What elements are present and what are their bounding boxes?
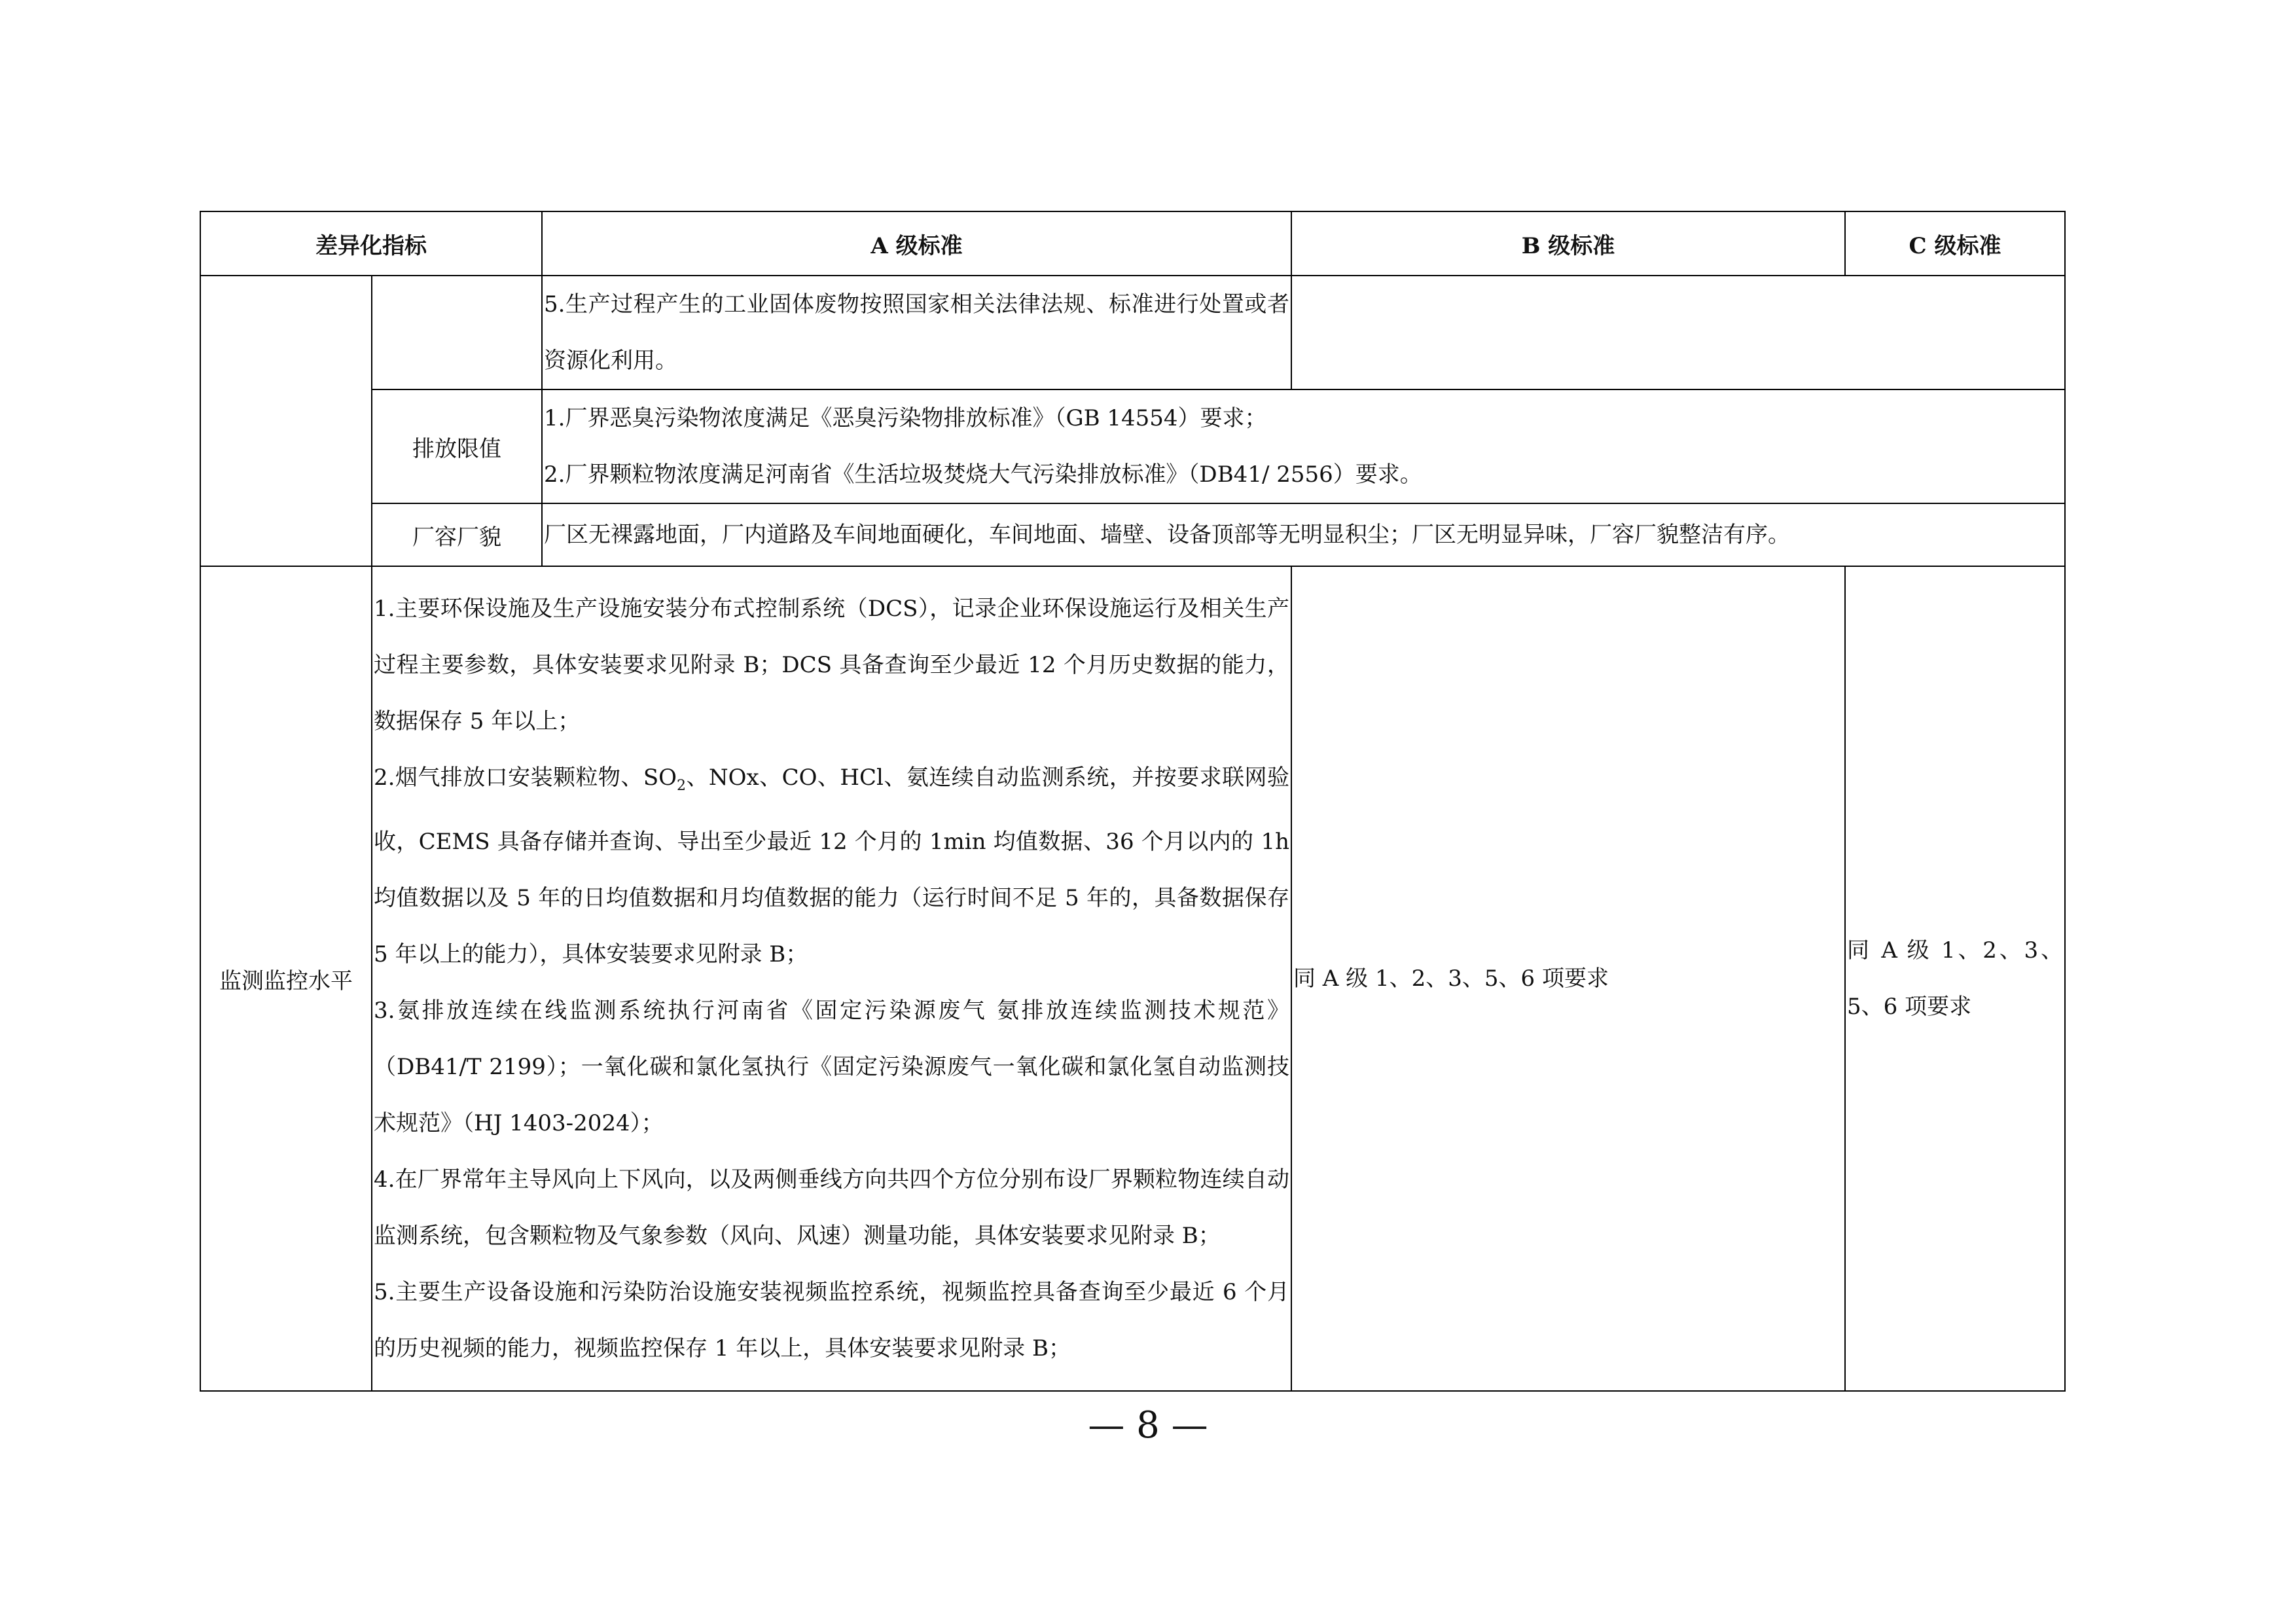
monitoring-item-1: 1.主要环保设施及生产设施安装分布式控制系统（DCS），记录企业环保设施运行及相关生产过程主要参数，具体安装要求见附录 B；DCS 具备查询至少最近 12 个月历史数据的能力，数据保存 5 年以上；: [374, 595, 1289, 734]
table-row-solid-waste: [200, 276, 2065, 389]
monitoring-c-text: 同 A 级 1、2、3、5、6 项要求: [1845, 566, 2065, 1391]
monitoring-item-3: 3.氨排放连续在线监测系统执行河南省《固定污染源废气 氨排放连续监测技术规范》（DB41/T 2199）；一氧化碳和氯化氢执行《固定污染源废气一氧化碳和氯化氢自动监测技术规范》（HJ 1403-2024）；: [374, 998, 1289, 1137]
table-header-row: [200, 211, 2065, 276]
monitoring-item-2-sub: 2: [677, 777, 686, 794]
plant-appearance-a-text: 厂区无裸露地面，厂内道路及车间地面硬化，车间地面、墙壁、设备顶部等无明显积尘；厂区无明显异味，厂容厂貌整洁有序。: [542, 503, 2065, 566]
emission-limit-a-text: [542, 389, 2065, 503]
standards-table: [200, 211, 2066, 1392]
monitoring-item-2-pre: 2.烟气排放口安装颗粒物、SO: [374, 764, 677, 791]
page-number: — 8 —: [1088, 1404, 1208, 1447]
plant-appearance-label: 厂容厂貌: [372, 503, 542, 566]
header-c-standard: C 级标准: [1845, 211, 2065, 276]
monitoring-label: 监测监控水平: [200, 566, 372, 1391]
header-a-standard: A 级标准: [542, 211, 1291, 276]
solid-waste-bc-empty: [1291, 276, 2065, 389]
emission-limit-label: 排放限值: [372, 389, 542, 503]
section-cell-empty: [200, 276, 372, 566]
monitoring-item-5: 5.主要生产设备设施和污染防治设施安装视频监控系统，视频监控具备查询至少最近 6 个月的历史视频的能力，视频监控保存 1 年以上，具体安装要求见附录 B；: [374, 1279, 1289, 1362]
monitoring-item-2: [374, 749, 1289, 983]
monitoring-item-4: 4.在厂界常年主导风向上下风向，以及两侧垂线方向共四个方位分别布设厂界颗粒物连续自动监测系统，包含颗粒物及气象参数（风向、风速）测量功能，具体安装要求见附录 B；: [374, 1166, 1289, 1250]
monitoring-b-text: 同 A 级 1、2、3、5、6 项要求: [1291, 566, 1845, 1391]
sub-indicator-empty: [372, 276, 542, 389]
header-b-standard: B 级标准: [1291, 211, 1845, 276]
table-row-monitoring: [200, 566, 2065, 1391]
header-indicator: 差异化指标: [200, 211, 542, 276]
monitoring-a-text: [372, 566, 1291, 1391]
monitoring-item-2-post: 、NOx、CO、HCl、氨连续自动监测系统，并按要求联网验收，CEMS 具备存储并查询、导出至少最近 12 个月的 1min 均值数据、36 个月以内的 1h 均值数据以及 5 年的日均值数据和月均值数据的能力（运行时间不足 5 年的，具备数据保存 5 年以上的能力），具体安装要求见附录 B；: [374, 764, 1289, 968]
table-row-plant-appearance: [200, 503, 2065, 566]
table-row-emission-limit: [200, 389, 2065, 503]
emission-limit-line-2: 2.厂界颗粒物浓度满足河南省《生活垃圾焚烧大气污染排放标准》（DB41/ 2556）要求。: [544, 461, 1422, 488]
solid-waste-a-text: 5.生产过程产生的工业固体废物按照国家相关法律法规、标准进行处置或者资源化利用。: [542, 276, 1291, 389]
emission-limit-line-1: 1.厂界恶臭污染物浓度满足《恶臭污染物排放标准》（GB 14554）要求；: [544, 405, 1267, 431]
